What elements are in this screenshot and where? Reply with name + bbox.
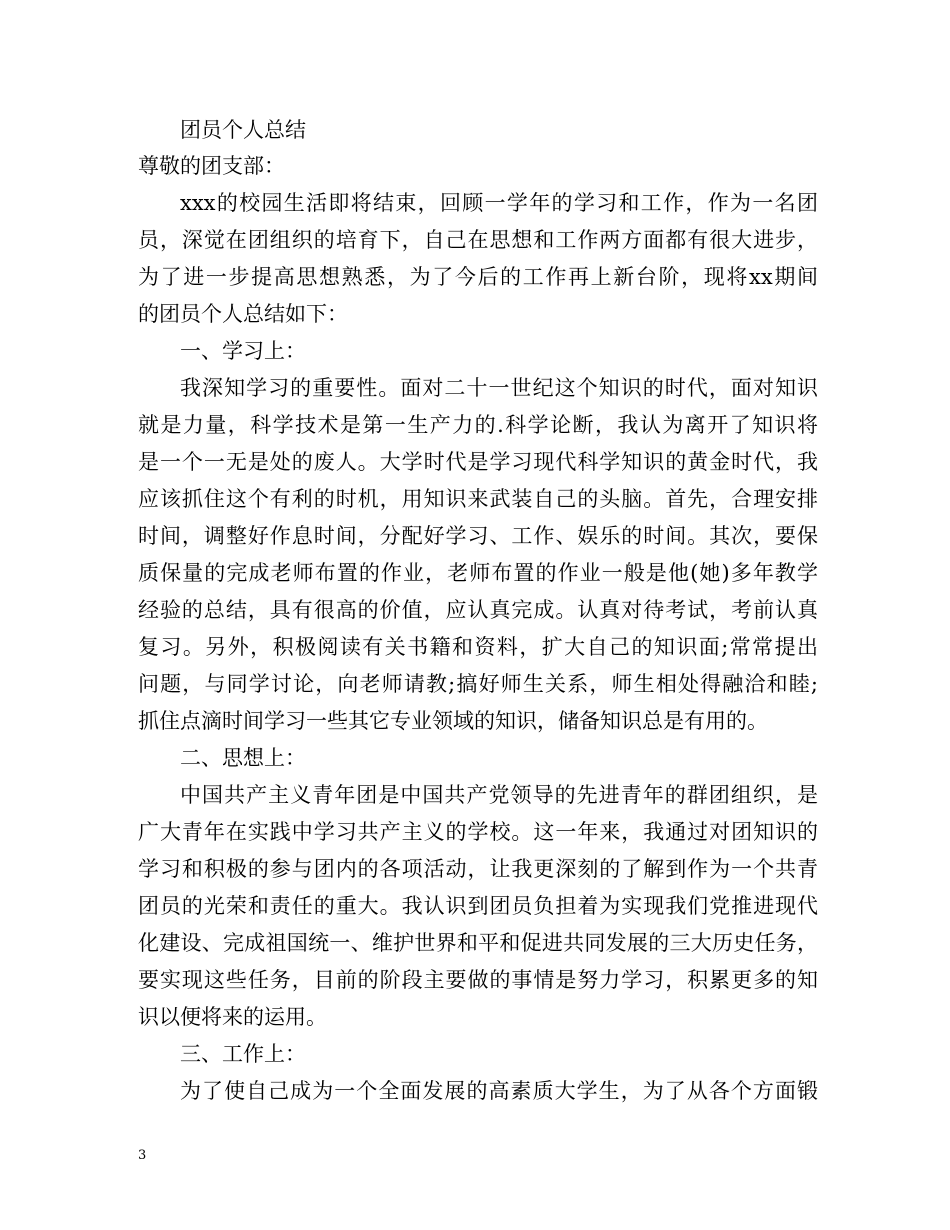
paragraph-line: 员，深觉在团组织的培育下，自己在思想和工作两方面都有很大进步，	[138, 228, 818, 252]
paragraph-line: 化建设、完成祖国统一、维护世界和平和促进共同发展的三大历史任务，	[138, 931, 818, 955]
paragraph-line: 应该抓住这个有利的时机，用知识来武装自己的头脑。首先，合理安排	[138, 487, 818, 511]
paragraph-line: 为了进一步提高思想熟悉，为了今后的工作再上新台阶，现将xx期间	[138, 265, 818, 289]
paragraph-line: 识以便将来的运用。	[138, 1005, 327, 1029]
paragraph-line: xxx的校园生活即将结束，回顾一学年的学习和工作，作为一名团	[180, 191, 818, 215]
paragraph-line: 是一个一无是处的废人。大学时代是学习现代科学知识的黄金时代，我	[138, 450, 818, 474]
salutation: 尊敬的团支部：	[138, 154, 285, 178]
document-title: 团员个人总结	[180, 118, 306, 142]
paragraph-line: 抓住点滴时间学习一些其它专业领域的知识，储备知识总是有用的。	[138, 709, 768, 733]
paragraph-line: 的团员个人总结如下：	[138, 302, 348, 326]
paragraph-line: 团员的光荣和责任的重大。我认识到团员负担着为实现我们党推进现代	[138, 894, 818, 918]
paragraph-line: 时间，调整好作息时间，分配好学习、工作、娱乐的时间。其次，要保	[138, 524, 818, 548]
paragraph-line: 中国共产主义青年团是中国共产党领导的先进青年的群团组织，是	[180, 783, 818, 807]
paragraph-line: 就是力量，科学技术是第一生产力的.科学论断，我认为离开了知识将	[138, 413, 818, 437]
paragraph-line: 我深知学习的重要性。面对二十一世纪这个知识的时代，面对知识	[180, 376, 818, 400]
paragraph-line: 为了使自己成为一个全面发展的高素质大学生，为了从各个方面锻	[180, 1079, 818, 1103]
section-heading-work: 三、工作上：	[180, 1042, 306, 1066]
paragraph-line: 广大青年在实践中学习共产主义的学校。这一年来，我通过对团知识的	[138, 820, 818, 844]
paragraph-line: 质保量的完成老师布置的作业，老师布置的作业一般是他(她)多年教学	[138, 561, 818, 585]
paragraph-line: 学习和积极的参与团内的各项活动，让我更深刻的了解到作为一个共青	[138, 857, 818, 881]
paragraph-line: 复习。另外，积极阅读有关书籍和资料，扩大自己的知识面;常常提出	[138, 635, 818, 659]
paragraph-line: 经验的总结，具有很高的价值，应认真完成。认真对待考试，考前认真	[138, 598, 818, 622]
section-heading-study: 一、学习上：	[180, 339, 306, 363]
section-heading-thought: 二、思想上：	[180, 746, 306, 770]
paragraph-line: 问题，与同学讨论，向老师请教;搞好师生关系，师生相处得融洽和睦;	[138, 672, 818, 696]
paragraph-line: 要实现这些任务，目前的阶段主要做的事情是努力学习，积累更多的知	[138, 968, 818, 992]
page-number: 3	[138, 1148, 147, 1163]
